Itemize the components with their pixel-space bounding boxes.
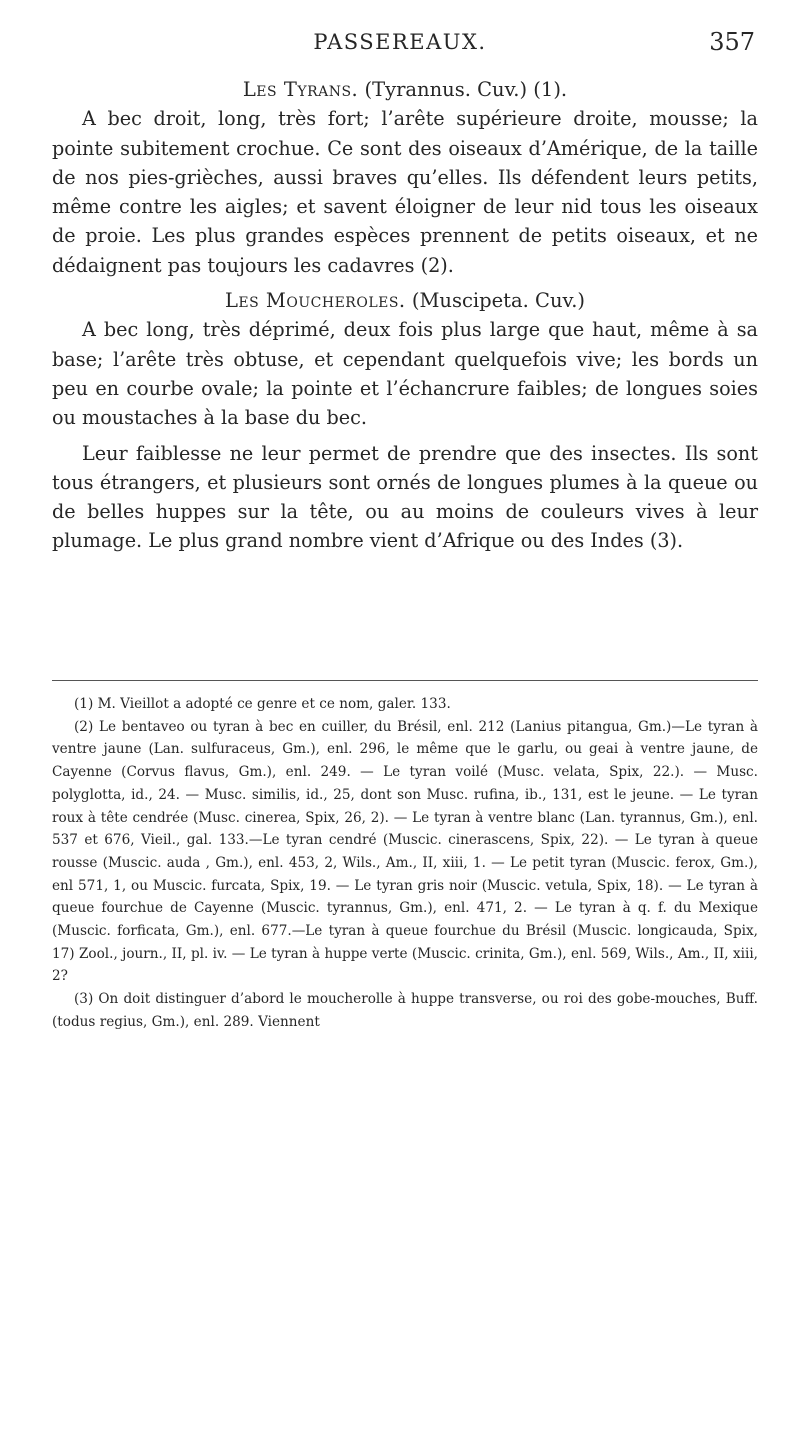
footnote-1: (1) M. Vieillot a adopté ce genre et ce nom, galer. 133. [74,696,451,712]
footnote-2: (2) Le bentaveo ou tyran à bec en cuiller, du Brésil, enl. 212 (Lanius pitangua, Gm.)—Le tyran à ventre jaune (Lan. sulfuraceus, Gm.), enl. 296, le même que le garlu, ou geai à ventre jaune, de Cayenne (Corvus flavus, Gm.), enl. 249. — Le tyran voilé (Musc. velata, Spix, 22.). — Musc. polyglotta, id., 24. — Musc. similis, id., 25, dont son Musc. rufina, ib., 131, est le jeune. — Le tyran roux à tête cendrée (Musc. cinerea, Spix, 26, 2). — Le tyran à ventre blanc (Lan. tyrannus, Gm.), enl. 537 et 676, Vieil., gal. 133.—Le tyran cendré (Muscic. cinerascens, Spix, 22). — Le tyran à queue rousse (Muscic. auda , Gm.), enl. 453, 2, Wils., Am., II, xiii, 1. — Le petit tyran (Muscic. ferox, Gm.), enl 571, 1, ou Muscic. furcata, Spix, 19. — Le tyran gris noir (Muscic. vetula, Spix, 18). — Le tyran à queue fourchue de Cayenne (Muscic. tyrannus, Gm.), enl. 471, 2. — Le tyran à q. f. du Mexique (Muscic. forficata, Gm.), enl. 677.—Le tyran à queue fourchue du Brésil (Muscic. longicauda, Spix, 17) Zool., journ., II, pl. iv. — Le tyran à huppe verte (Muscic. crinita, Gm.), enl. 569, Wils., Am., II, xiii, 2? [52,718,758,985]
section-heading-tyrans [52,75,758,104]
paragraph-moucheroles-2: Leur faiblesse ne leur permet de prendre que des insectes. Ils sont tous étrangers, et plusieurs sont ornés de longues plumes à la queue ou de belles huppes sur la tête, ou au moins de couleurs vives à leur plumage. Le plus grand nombre vient d’Afrique ou des Indes (3). [52,441,758,553]
main-text [52,75,758,556]
footnote-divider [52,680,758,681]
section-heading-moucheroles-latin: (Muscipeta. Cuv.) [405,289,586,313]
page-number: 357 [709,28,755,56]
page-header [0,28,800,64]
section-heading-moucheroles [52,286,758,315]
section-heading-tyrans-name: Les Tyrans. [242,78,359,101]
footnotes [52,693,758,1034]
section-heading-moucheroles-name: Les Moucheroles. [224,289,406,313]
paragraph-moucheroles-1: A bec long, très déprimé, deux fois plus large que haut, même à sa base; l’arête très obtuse, et cependant quelquefois vive; les bords un peu en courbe ovale; la pointe et l’échancrure faibles; de longues soies ou moustaches à la base du bec. [52,318,758,430]
running-title: PASSEREAUX. [313,30,487,54]
paragraph-tyrans: A bec droit, long, très fort; l’arête supérieure droite, mousse; la pointe subitement crochue. Ce sont des oiseaux d’Amérique, de la taille de nos pies-grièches, aussi braves qu’elles. Ils défendent leurs petits, même contre les aigles; et savent éloigner de leur nid tous les oiseaux de proie. Les plus grandes espèces prennent de petits oiseaux, et ne dédaignent pas toujours les cadavres (2). [52,107,758,277]
footnote-3: (3) On doit distinguer d’abord le moucherolle à huppe transverse, ou roi des gobe-mouches, Buff. (todus regius, Gm.), enl. 289. Viennent [52,991,758,1030]
section-heading-tyrans-latin: (Tyrannus. Cuv.) (1). [358,78,568,101]
